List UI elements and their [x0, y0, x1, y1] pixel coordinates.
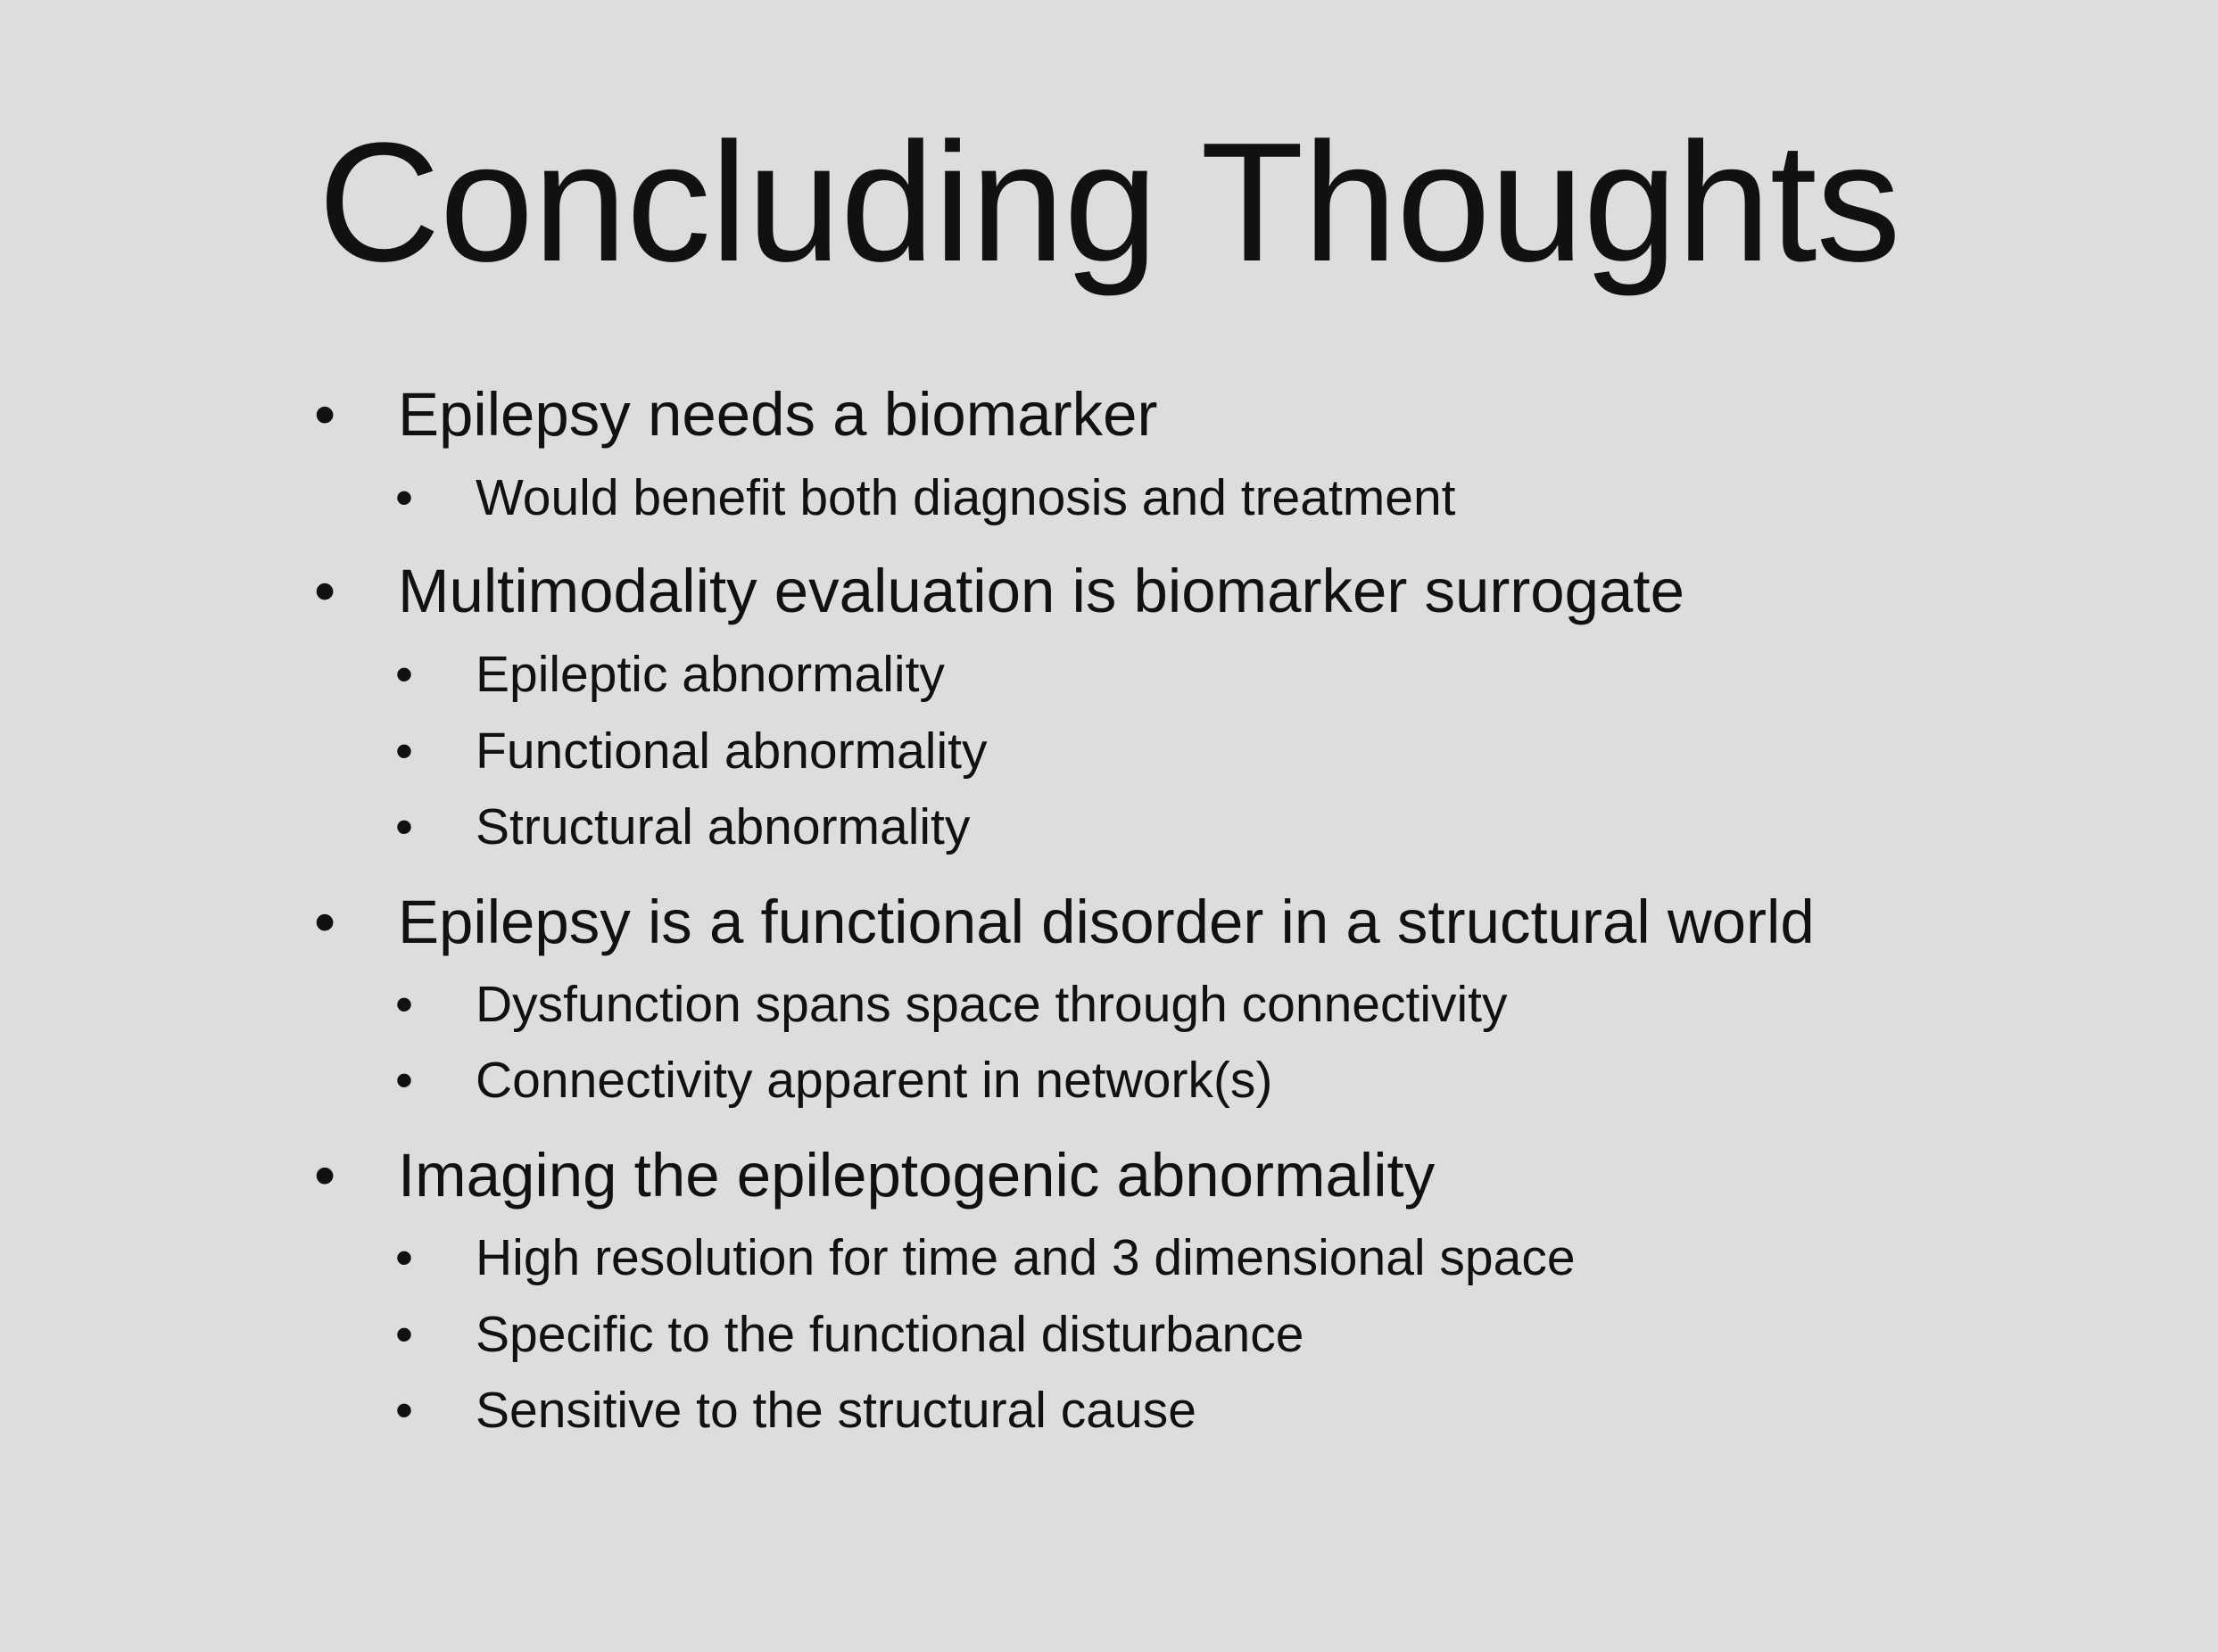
bullet-text: Epilepsy needs a biomarker	[398, 380, 1158, 449]
sub-bullet-text: Would benefit both diagnosis and treatment	[476, 469, 1456, 526]
sub-bullet-text: High resolution for time and 3 dimensional space	[476, 1229, 1576, 1286]
bullet-icon: •	[314, 1141, 336, 1210]
bullet-text: Imaging the epileptogenic abnormality	[398, 1141, 1436, 1210]
bullet-icon: •	[395, 976, 413, 1033]
bullet-text: Multimodality evaluation is biomarker surrogate	[398, 557, 1684, 625]
bullet-icon: •	[395, 1052, 413, 1109]
bullet-icon: •	[395, 469, 413, 526]
bullet-icon: •	[395, 1382, 413, 1439]
bullet-icon: •	[395, 1306, 413, 1363]
bullet-icon: •	[395, 646, 413, 703]
bullet-icon: •	[395, 798, 413, 855]
bullet-icon: •	[314, 380, 336, 449]
sub-bullet-text: Dysfunction spans space through connectivity	[476, 976, 1508, 1033]
slide-title: Concluding Thoughts	[318, 108, 1900, 297]
bullet-icon: •	[314, 557, 336, 625]
sub-bullet-text: Specific to the functional disturbance	[476, 1306, 1304, 1363]
sub-bullet-text: Functional abnormality	[476, 723, 988, 780]
bullet-icon: •	[314, 888, 336, 956]
sub-bullet-text: Epileptic abnormality	[476, 646, 945, 703]
sub-bullet-text: Connectivity apparent in network(s)	[476, 1052, 1273, 1109]
bullet-icon: •	[395, 1229, 413, 1286]
sub-bullet-text: Sensitive to the structural cause	[476, 1382, 1196, 1439]
bullet-text: Epilepsy is a functional disorder in a structural world	[398, 888, 1815, 956]
sub-bullet-text: Structural abnormality	[476, 798, 971, 855]
bullet-icon: •	[395, 723, 413, 780]
